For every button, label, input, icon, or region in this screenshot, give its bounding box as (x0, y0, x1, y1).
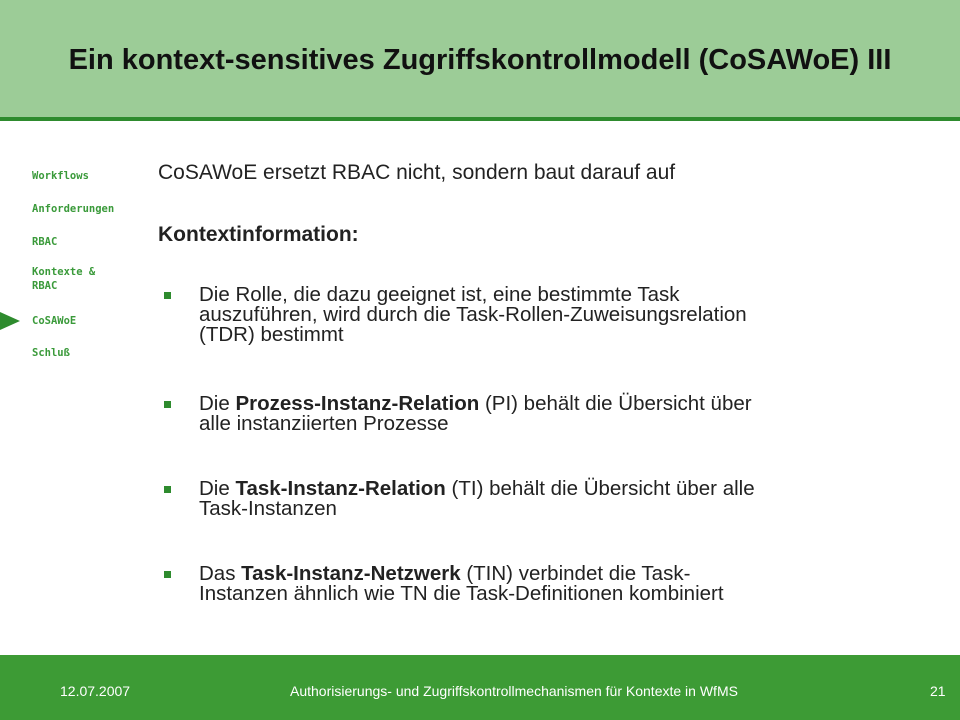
bullet-text-pre: Die (199, 392, 236, 415)
bullet-line: Task-Instanzen (199, 497, 337, 520)
header-divider (0, 117, 960, 121)
nav-item-kontexte-line2: RBAC (32, 280, 58, 292)
nav-item-schluss[interactable]: Schluß (32, 347, 70, 359)
bullet-text-post: (TIN) verbindet die Task- (460, 562, 691, 585)
bullet-text-post: (TI) behält die Übersicht über alle (445, 477, 755, 500)
square-bullet-icon (164, 486, 171, 493)
bullet-text-post: (PI) behält die Übersicht über (479, 392, 752, 415)
nav-item-kontexte-rbac[interactable] (32, 265, 152, 293)
nav-item-anforderungen[interactable]: Anforderungen (32, 203, 115, 215)
bullet-line: alle instanziierten Prozesse (199, 412, 449, 435)
bullet-line: auszuführen, wird durch die Task-Rollen-Zuweisungsrelation (199, 303, 747, 326)
slide-title: Ein kontext-sensitives Zugriffskontrollmodell (CoSAWoE) III (68, 44, 892, 76)
bullet-line: Instanzen ähnlich wie TN die Task-Definitionen kombiniert (199, 582, 724, 605)
square-bullet-icon (164, 571, 171, 578)
page-number: 21 (930, 683, 946, 699)
subheading: Kontextinformation: (158, 223, 359, 246)
square-bullet-icon (164, 292, 171, 299)
bullet-text-pre: Die (199, 477, 236, 500)
bullet-line: (TDR) bestimmt (199, 323, 344, 346)
bullet-line: Die Rolle, die dazu geeignet ist, eine bestimmte Task (199, 283, 680, 306)
intro-text: CoSAWoE ersetzt RBAC nicht, sondern baut darauf auf (158, 161, 676, 184)
bullet-term: Prozess-Instanz-Relation (235, 392, 480, 415)
bullet-line (199, 394, 934, 414)
bullet-term: Task-Instanz-Netzwerk (241, 562, 461, 585)
bullet-line (199, 479, 934, 499)
nav-item-kontexte-line1: Kontexte & (32, 266, 96, 278)
footer-date: 12.07.2007 (60, 683, 131, 699)
square-bullet-icon (164, 401, 171, 408)
footer-title: Authorisierungs- und Zugriffskontrollmechanismen für Kontexte in WfMS (290, 683, 738, 699)
bullet-line (199, 564, 934, 584)
bullet-text-pre: Das (199, 562, 242, 585)
nav-item-rbac[interactable]: RBAC (32, 236, 58, 248)
bullet-term: Task-Instanz-Relation (235, 477, 446, 500)
nav-item-workflows[interactable]: Workflows (32, 170, 89, 182)
active-arrow-icon (0, 312, 20, 330)
nav-item-cosawoe[interactable]: CoSAWoE (32, 315, 77, 327)
